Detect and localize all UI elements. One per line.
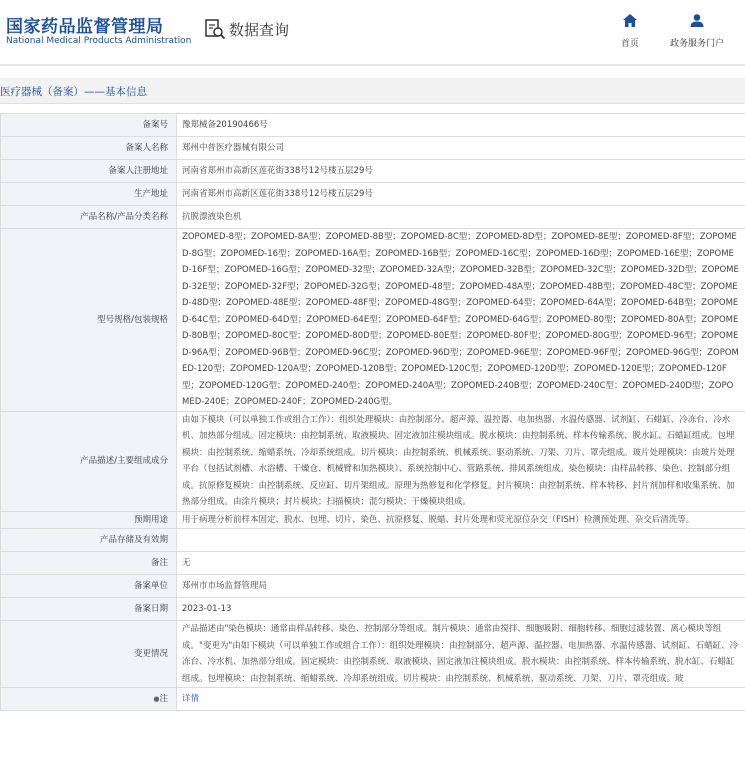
row-value: ZOPOMED-8型；ZOPOMED-8A型；ZOPOMED-8B型；ZOPOMED-8C型；ZOPOMED-8D型；ZOPOMED-8E型；ZOPOMED-8F型；ZOPOMED-8G型；ZOPOMED-16型；ZOPOMED-16A型；ZOPOMED-16B型；ZOPOMED-16C型；ZOPOMED-16D型；ZOPOMED-16E型；ZOPOMED-16F型；ZOPOMED-16G型；ZOPOMED-32型；ZOPOMED-32A型；ZOPOMED-32B型；ZOPOMED-32C型；ZOPOMED-32D型；ZOPOMED-32E型；ZOPOMED-32F型；ZOPOMED-32G型；ZOPOMED-48型；ZOPOMED-48A型；ZOPOMED-48B型；ZOPOMED-48C型；ZOPOMED-48D型；ZOPOMED-48E型；ZOPOMED-48F型；ZOPOMED-48G型；ZOPOMED-64型；ZOPOMED-64A型；ZOPOMED-64B型；ZOPOMED-64C型；ZOPOMED-64D型；ZOPOMED-64E型；ZOPOMED-64F型；ZOPOMED-64G型；ZOPOMED-80型；ZOPOMED-80A型；ZOPOMED-80B型；ZOPOMED-80C型；ZOPOMED-80D型；ZOPOMED-80E型；ZOPOMED-80F型；ZOPOMED-80G型；ZOPOMED-96型；ZOPOMED-96A型；ZOPOMED-96B型；ZOPOMED-96C型；ZOPOMED-96D型；ZOPOMED-96E型；ZOPOMED-96F型；ZOPOMED-96G型；ZOPOMED-120型；ZOPOMED-120A型；ZOPOMED-120B型；ZOPOMED-120C型；ZOPOMED-120D型；ZOPOMED-120E型；ZOPOMED-120F型；ZOPOMED-120G型；ZOPOMED-240型；ZOPOMED-240A型；ZOPOMED-240B型；ZOPOMED-240C型；ZOPOMED-240D型；ZOPOMED-240E；ZOPOMED-240F；ZOPOMED-240G型。 — [177, 229, 745, 412]
row-value: 用于病理分析前样本固定、脱水、包埋、切片、染色、抗原修复、脱蜡、封片处理和荧光原位杂交（FISH）检测预处理、杂交后清洗等。 — [177, 511, 745, 529]
table-row — [1, 137, 745, 160]
row-value: 由如下模块（可以单独工作或组合工作）：组织处理模块：由控制部分、超声源、温控器、电加热器、水温传感器、试剂缸、石蜡缸、冷冻台、冷水机、加热部分组成。固定模块：由控制系统、取液模块、固定液加注模块组成。脱水模块：由控制系统、样本传输系统、脱水缸、石蜡缸组成。包埋模块：由控制系统、缩蜡系统、冷却系统组成。切片模块：由控制系统、机械系统、驱动系统、刀架、刀片、罩壳组成。玻片处理模块：由玻片处理平台（包括试剂槽、水浴槽、干燥仓、机械臂和加热模块）、系统控制中心、管路系统、排风系统组成。染色模块：由样品转移、染色、控制部分组成。抗原修复模块：由控制系统、反应缸、切片架组成。原理为热修复和化学修复。封片模块：由控制系统、样本转移、封片剂加样和收集系统、加热部分组成。由涂片模块；封片模块；扫描模块；混匀模块；干燥模块组成。 — [177, 411, 745, 511]
home-icon — [623, 12, 637, 31]
nav-portal-label: 政务服务门户 — [669, 39, 724, 49]
site-logo-cn[interactable]: 国家药品监督管理局 — [6, 17, 164, 37]
table-row — [1, 688, 745, 711]
row-label: 备案日期 — [1, 598, 177, 621]
row-label: 生产地址 — [1, 183, 177, 206]
row-value — [177, 529, 745, 552]
row-value: 抗脱漂液染色机 — [177, 206, 745, 229]
row-label: 备案单位 — [1, 575, 177, 598]
table-row — [1, 575, 745, 598]
row-label: 备注 — [1, 552, 177, 575]
table-row — [1, 552, 745, 575]
row-label: 变更情况 — [1, 621, 177, 688]
row-label: 预期用途 — [1, 511, 177, 529]
row-label: 备案人名称 — [1, 137, 177, 160]
row-value: 河南省郑州市高新区莲花街338号12号楼五层29号 — [177, 160, 745, 183]
table-row — [1, 160, 745, 183]
note-label: 注 — [159, 693, 168, 704]
row-value: 郑州中普医疗器械有限公司 — [177, 137, 745, 160]
table-row — [1, 621, 745, 688]
page-title: 医疗器械（备案）——基本信息 — [0, 86, 147, 98]
row-value: 郑州市市场监督管理局 — [177, 575, 745, 598]
table-row — [1, 529, 745, 552]
row-label: 产品存储及有效期 — [1, 529, 177, 552]
row-value: 2023-01-13 — [177, 598, 745, 621]
user-icon — [690, 12, 704, 31]
nav-service-portal[interactable] — [666, 12, 728, 49]
row-label: 备案人注册地址 — [1, 160, 177, 183]
row-value: 豫郑械备20190466号 — [177, 114, 745, 137]
table-row — [1, 511, 745, 529]
section-title-bar — [0, 78, 745, 104]
table-row — [1, 229, 745, 412]
table-row — [1, 598, 745, 621]
table-row — [1, 183, 745, 206]
nav-home[interactable] — [614, 12, 646, 49]
note-row-label — [1, 688, 177, 711]
header-divider — [0, 64, 745, 66]
row-label: 产品描述/主要组成成分 — [1, 411, 177, 511]
info-table — [0, 113, 745, 711]
row-label: 型号规格/包装规格 — [1, 229, 177, 412]
note-icon: ● — [153, 694, 160, 703]
note-row-value — [177, 688, 745, 711]
row-value: 河南省郑州市高新区莲花街338号12号楼五层29号 — [177, 183, 745, 206]
table-row — [1, 114, 745, 137]
table-row — [1, 206, 745, 229]
data-query-link[interactable] — [204, 18, 289, 40]
row-value: 无 — [177, 552, 745, 575]
site-header — [0, 0, 745, 62]
row-label: 产品名称/产品分类名称 — [1, 206, 177, 229]
details-link[interactable]: 详情 — [182, 693, 200, 704]
row-label: 备案号 — [1, 114, 177, 137]
nav-home-label: 首页 — [620, 39, 639, 49]
site-logo-en[interactable]: National Medical Products Administration — [6, 36, 192, 46]
data-query-label: 数据查询 — [229, 20, 290, 39]
table-row — [1, 411, 745, 511]
row-value: 产品描述由"染色模块：通常由样品转移、染色、控制部分等组成。制片模块：通常由搅拌、细胞吸附、细胞转移、细胞过滤装置、离心模块等组成。"变更为"由如下模块（可以单独工作或组合工作）：组织处理模块：由控制部分、超声源、温控器、电加热器、水温传感器、试剂缸、石蜡缸、冷冻台、冷水机、加热部分组成。固定模块：由控制系统、取液模块、固定液加注模块组成。脱水模块：由控制系统、样本传输系统、脱水缸、石蜡缸组成。包埋模块：由控制系统、缩蜡系统、冷却系统组成。切片模块：由控制系统、机械系统、驱动系统、刀架、刀片、罩壳组成。玻 — [177, 621, 745, 688]
search-document-icon — [204, 18, 226, 40]
